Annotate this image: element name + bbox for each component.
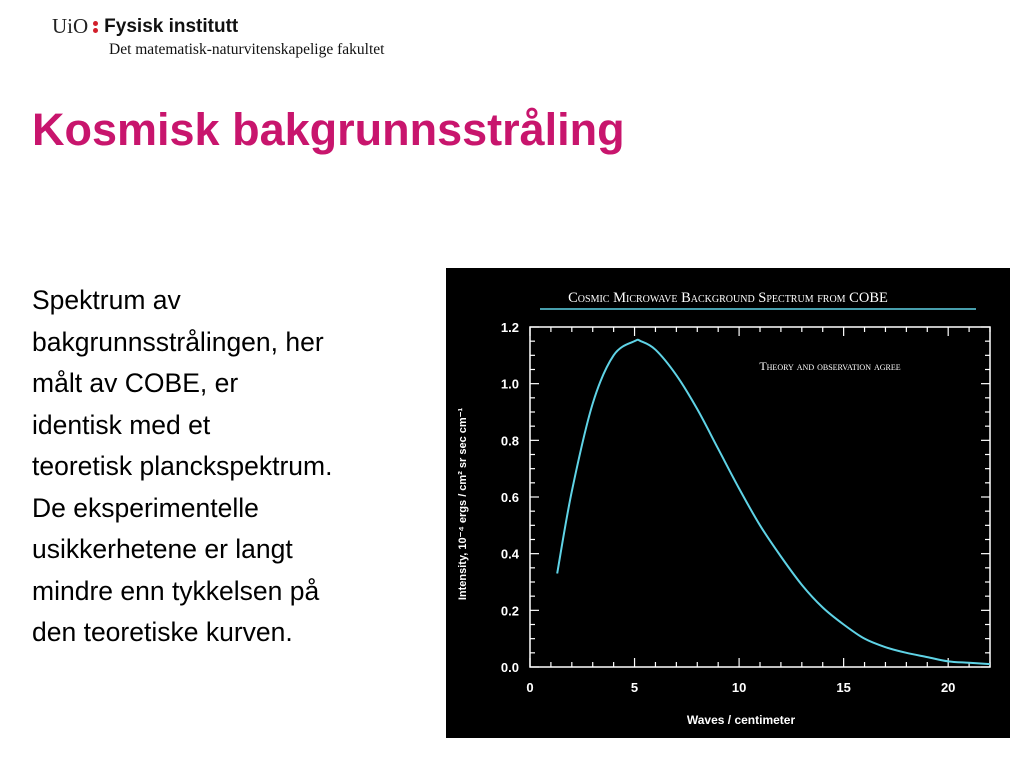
body-line: Spektrum av: [32, 285, 181, 315]
y-tick-label: 0.6: [500, 490, 519, 505]
chart-svg: [446, 268, 1010, 738]
axis-ticks: [530, 327, 990, 667]
body-line: teoretisk planckspektrum.: [32, 451, 333, 481]
x-axis-label: Waves / centimeter: [686, 713, 796, 727]
body-line: målt av COBE, er: [32, 368, 239, 398]
slide-title: Kosmisk bakgrunnsstråling: [32, 104, 625, 155]
body-line: usikkerhetene er langt: [32, 534, 293, 564]
chart-annotation: Theory and observation agree: [759, 359, 901, 373]
chart-title: Cosmic Microwave Background Spectrum from COBE: [568, 290, 888, 306]
body-line: mindre enn tykkelsen på: [32, 575, 320, 606]
y-tick-label: 0.0: [500, 660, 519, 675]
y-tick-label: 0.2: [500, 603, 519, 619]
institute-name: Fysisk institutt: [104, 15, 239, 37]
y-tick-label: 0.4: [500, 546, 519, 562]
uio-dots-icon: [93, 20, 98, 34]
uio-logo: [52, 14, 238, 39]
x-tick-label: 10: [731, 680, 747, 695]
x-tick-label: 0: [526, 680, 534, 695]
institution-header: [52, 14, 385, 58]
planck-curve: [557, 340, 990, 664]
y-tick-label: 0.8: [500, 433, 519, 449]
body-line: De eksperimentelle: [32, 492, 259, 523]
body-line: den teoretiske kurven.: [32, 617, 293, 647]
y-tick-label: 1.0: [500, 376, 519, 392]
cobe-spectrum-chart: [446, 268, 1010, 738]
y-tick-label: 1.2: [500, 320, 519, 335]
x-tick-label: 20: [940, 680, 956, 695]
slide-body-text: [32, 280, 432, 654]
y-axis-label: Intensity, 10⁻⁴ ergs / cm² sr sec cm⁻¹: [457, 407, 469, 601]
plot-frame: [530, 327, 990, 667]
x-tick-label: 15: [836, 680, 851, 695]
uio-wordmark: UiO: [52, 14, 89, 38]
body-line: bakgrunnsstrålingen, her: [32, 326, 324, 357]
x-tick-label: 5: [630, 680, 639, 695]
body-line: identisk med et: [32, 409, 211, 440]
faculty-name: Det matematisk-naturvitenskapelige fakultet: [109, 41, 385, 58]
